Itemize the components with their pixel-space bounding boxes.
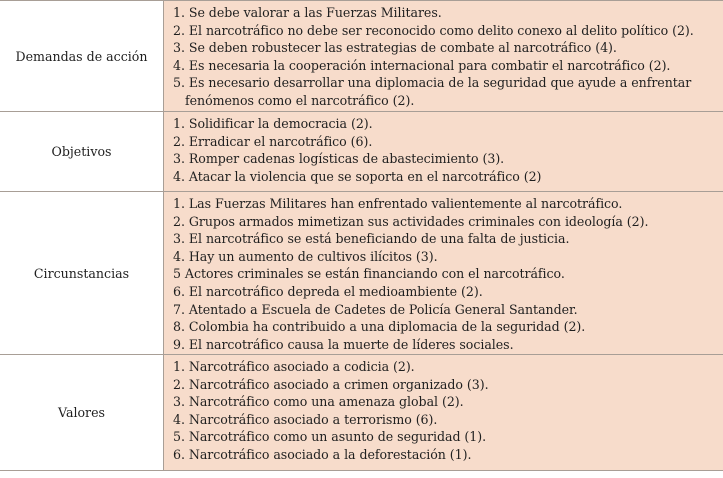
list-item: 5. Narcotráfico como un asunto de seguridad (1). xyxy=(173,429,487,445)
list-item: 5. Es necesario desarrollar una diplomacia de la seguridad que ayude a enfrentar fenómenos como el narcotráfico (2). xyxy=(173,75,692,108)
row-label: Objetivos xyxy=(0,112,164,191)
list-item: 3. El narcotráfico se está beneficiando de una falta de justicia. xyxy=(173,231,570,247)
list-item: 8. Colombia ha contribuido a una diplomacia de la seguridad (2). xyxy=(173,319,586,335)
row-items xyxy=(164,192,723,354)
list-item: 4. Narcotráfico asociado a terrorismo (6). xyxy=(173,411,438,427)
list-item: 3. Romper cadenas logísticas de abastecimiento (3). xyxy=(173,151,505,167)
list-item: 9. El narcotráfico causa la muerte de líderes sociales. xyxy=(173,336,514,352)
row-label: Valores xyxy=(0,355,164,470)
list-item: 2. Erradicar el narcotráfico (6). xyxy=(173,133,373,149)
list-item: 1. Solidificar la democracia (2). xyxy=(173,116,373,131)
row-label: Demandas de acción xyxy=(0,1,164,111)
list-item: 6. Narcotráfico asociado a la deforestación (1). xyxy=(173,446,472,462)
table-row xyxy=(0,112,723,192)
row-items xyxy=(164,112,723,191)
list-item: 1. Las Fuerzas Militares han enfrentado valientemente al narcotráfico. xyxy=(173,196,623,211)
list-item: 7. Atentado a Escuela de Cadetes de Policía General Santander. xyxy=(173,301,578,317)
list-item: 4. Atacar la violencia que se soporta en el narcotráfico (2) xyxy=(173,168,542,184)
list-item: 4. Es necesaria la cooperación internacional para combatir el narcotráfico (2). xyxy=(173,57,671,73)
row-items xyxy=(164,355,723,470)
table-row xyxy=(0,355,723,471)
table-row xyxy=(0,192,723,355)
row-items xyxy=(164,1,723,111)
list-item: 3. Se deben robustecer las estrategias de combate al narcotráfico (4). xyxy=(173,40,617,56)
list-item: 1. Se debe valorar a las Fuerzas Militares. xyxy=(173,5,442,20)
row-label: Circunstancias xyxy=(0,192,164,354)
list-item: 2. El narcotráfico no debe ser reconocido como delito conexo al delito político (2). xyxy=(173,22,694,38)
list-item: 1. Narcotráfico asociado a codicia (2). xyxy=(173,359,415,374)
list-item: 5 Actores criminales se están financiando con el narcotráfico. xyxy=(173,266,565,282)
table-row xyxy=(0,1,723,112)
list-item: 2. Narcotráfico asociado a crimen organizado (3). xyxy=(173,376,489,392)
list-item: 2. Grupos armados mimetizan sus actividades criminales con ideología (2). xyxy=(173,213,649,229)
list-item: 4. Hay un aumento de cultivos ilícitos (3). xyxy=(173,248,438,264)
list-item: 3. Narcotráfico como una amenaza global (2). xyxy=(173,394,464,410)
list-item: 6. El narcotráfico depreda el medioambiente (2). xyxy=(173,283,483,299)
